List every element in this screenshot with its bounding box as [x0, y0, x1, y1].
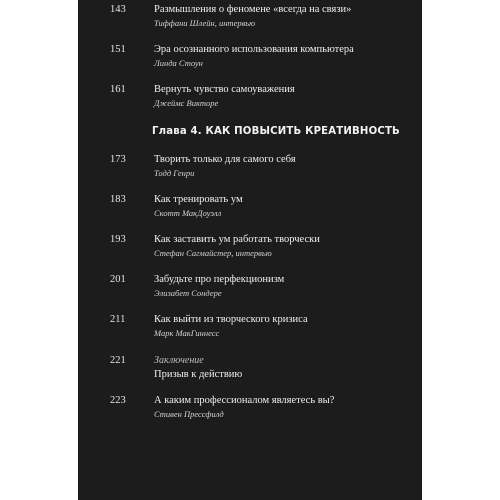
- entry-title: Как тренировать ум: [154, 194, 243, 205]
- entry-title: Как выйти из творческого кризиса: [154, 314, 308, 325]
- entry-author: Джеймс Викторе: [154, 98, 219, 108]
- chapter-heading: Глава 4. КАК ПОВЫСИТЬ КРЕАТИВНОСТЬ: [152, 124, 400, 137]
- entry-author: Стефан Сагмайстер, интервью: [154, 248, 272, 258]
- entry-author: Тодд Генри: [154, 168, 195, 178]
- entry-author: Марк МакГиннесс: [154, 328, 220, 338]
- page-number: 211: [110, 314, 126, 325]
- entry-title: Вернуть чувство самоуважения: [154, 84, 295, 95]
- table-of-contents: [78, 0, 422, 500]
- entry-author: Тиффани Шлейн, интервью: [154, 18, 256, 28]
- entry-title: Творить только для самого себя: [154, 154, 296, 165]
- page-number: 193: [110, 234, 126, 245]
- page-number: 151: [110, 44, 126, 55]
- page-number: 173: [110, 154, 126, 165]
- entry-author: Элизабет Сондере: [154, 288, 222, 298]
- entry-title: Забудьте про перфекционизм: [154, 274, 285, 285]
- entry-title: Размышления о феномене «всегда на связи»: [154, 4, 352, 15]
- entry-title: Эра осознанного использования компьютера: [154, 44, 354, 55]
- page-number: 143: [110, 4, 126, 15]
- page-number: 161: [110, 84, 126, 95]
- entry-title: А каким профессионалом являетесь вы?: [154, 395, 335, 406]
- page-number: 221: [110, 355, 126, 366]
- entry-author: Скотт МакДоуэлл: [154, 208, 222, 218]
- entry-prefix: Заключение: [154, 355, 204, 366]
- page-number: 183: [110, 194, 126, 205]
- entry-title: Призыв к действию: [154, 369, 243, 380]
- page-number: 201: [110, 274, 126, 285]
- entry-author: Стивен Прессфилд: [154, 409, 224, 419]
- entry-author: Линда Стоун: [154, 58, 203, 68]
- book-page: [78, 0, 422, 500]
- page-number: 223: [110, 395, 126, 406]
- entry-title: Как заставить ум работать творчески: [154, 234, 320, 245]
